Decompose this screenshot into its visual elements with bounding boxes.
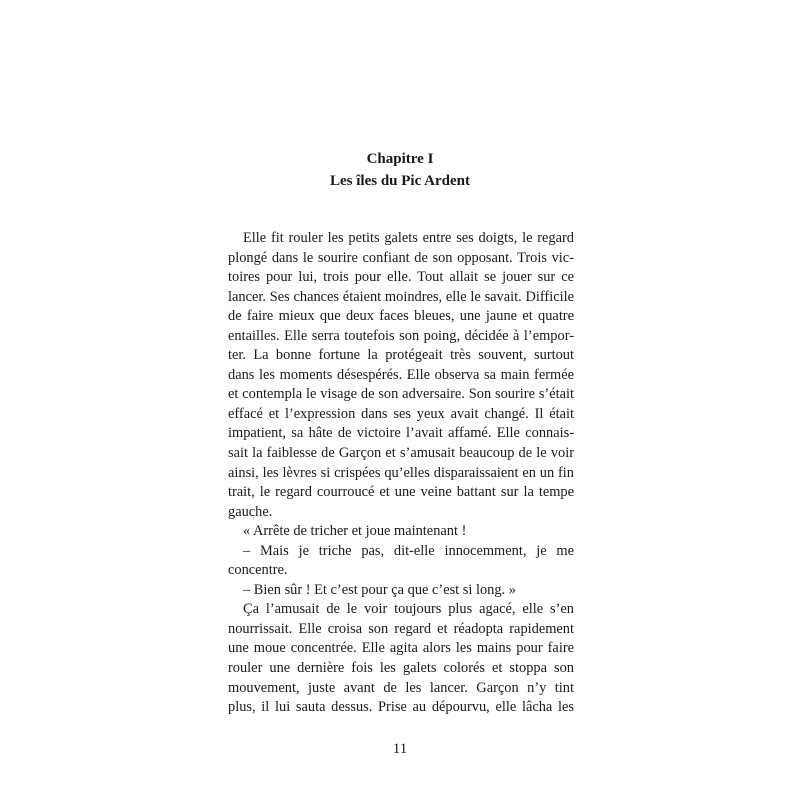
text-line: de faire mieux que deux faces bleues, une jaune et quatre: [228, 308, 574, 325]
text-line: lancer. Ses chances étaient moindres, elle le savait. Difficile: [228, 288, 574, 305]
chapter-number: Chapitre I: [366, 151, 434, 167]
text-line: une moue concentrée. Elle agita alors les mains pour faire: [228, 640, 574, 657]
chapter-body-text: [228, 229, 574, 718]
text-line: ter. La bonne fortune la protégeait très souvent, surtout: [228, 347, 574, 364]
text-line: « Arrête de tricher et joue maintenant !: [243, 523, 467, 540]
text-line: dans les moments désespérés. Elle observa sa main fermée: [228, 366, 574, 383]
page-number: 11: [392, 741, 408, 757]
text-line: plongé dans le sourire confiant de son opposant. Trois vic-: [228, 249, 574, 266]
text-line: ainsi, les lèvres si crispées qu’elles disparaissaient en un fin: [228, 464, 574, 481]
text-line: Ça l’amusait de le voir toujours plus agacé, elle s’en: [243, 601, 574, 618]
chapter-heading: [0, 148, 800, 192]
text-line: trait, le regard courroucé et une veine battant sur la tempe: [228, 484, 574, 501]
text-line: – Mais je triche pas, dit-elle innocemment, je me: [243, 542, 574, 559]
chapter-title: Les îles du Pic Ardent: [329, 173, 470, 189]
text-line: nourrissait. Elle croisa son regard et réadopta rapidement: [228, 620, 574, 637]
text-line: gauche.: [228, 503, 273, 520]
text-line: – Bien sûr ! Et c’est pour ça que c’est si long. »: [243, 581, 516, 598]
text-line: rouler une dernière fois les galets colorés et stoppa son: [228, 660, 574, 677]
text-line: impatient, sa hâte de victoire l’avait affamé. Elle connais-: [228, 425, 574, 442]
text-line: mouvement, juste avant de les lancer. Garçon n’y tint: [228, 679, 574, 696]
text-line: effacé et l’expression dans ses yeux avait changé. Il était: [228, 405, 574, 422]
text-line: toires pour lui, trois pour elle. Tout allait se jouer sur ce: [228, 269, 574, 286]
text-line: concentre.: [228, 562, 288, 579]
text-line: entailles. Elle serra toutefois son poing, décidée à l’empor-: [228, 327, 574, 344]
text-line: sait la faiblesse de Garçon et s’amusait beaucoup de le voir: [228, 445, 574, 462]
text-line: et contempla le visage de son adversaire. Son sourire s’était: [228, 386, 574, 403]
text-line: Elle fit rouler les petits galets entre ses doigts, le regard: [243, 230, 574, 246]
text-line: plus, il lui sauta dessus. Prise au dépourvu, elle lâcha les: [228, 699, 574, 716]
